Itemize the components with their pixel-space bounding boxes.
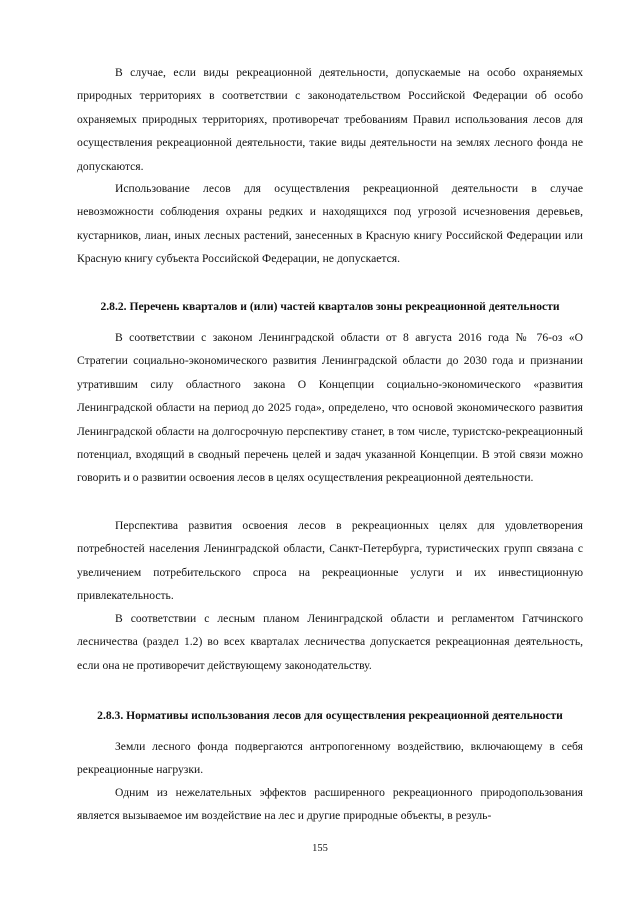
paragraph-strategy-law: В соответствии с законом Ленинградской области от 8 августа 2016 года № 76-оз «О Стратегии социально-экономического развития Ленинградской области до 2030 года и признании утратившим силу областного закона О Концепции социально-экономического «развития Ленинградской области на период до 2025 года», определено, что основой экономического развития Ленинградской области на долгосрочную перспективу станет, в том числе, туристско-рекреационный потенциал, входящий в сводный перечень целей и задач указанной Концепции. В этой связи можно говорить и о развитии освоения лесов в целях осуществления рекреационной деятельности. [77,331,583,485]
section-heading-2-8-2: 2.8.2. Перечень кварталов и (или) частей кварталов зоны рекреационной деятельности [100,300,560,313]
paragraph-undesirable-effects: Одним из нежелательных эффектов расширенного рекреационного природопользования является вызываемое им воздействие на лес и другие природные объекты, в резуль- [77,786,583,823]
page-number: 155 [312,843,328,854]
paragraph-forest-plan: В соответствии с лесным планом Ленинградской области и регламентом Гатчинского лесничества (раздел 1.2) во всех кварталах лесничества допускается рекреационная деятельность, если она не противоречит действующему законодательству. [77,612,583,672]
paragraph-anthropogenic-impact: Земли лесного фонда подвергаются антропогенному воздействию, включающему в себя рекреационные нагрузки. [77,740,583,777]
paragraph-red-book: Использование лесов для осуществления рекреационной деятельности в случае невозможности соблюдения охраны редких и находящихся под угрозой исчезновения деревьев, кустарников, лиан, иных лесных растений, занесенных в Красную книгу Российской Федерации или Красную книгу субъекта Российской Федерации, не допускается. [77,182,583,266]
paragraph-perspective: Перспектива развития освоения лесов в рекреационных целях для удовлетворения потребностей населения Ленинградской области, Санкт-Петербурга, туристических групп связана с увеличением потребительского спроса на рекреационные услуги и их инвестиционную привлекательность. [77,519,583,603]
paragraph-protected-territories: В случае, если виды рекреационной деятельности, допускаемые на особо охраняемых природных территориях в соответствии с законодательством Российской Федерации об особо охраняемых природных территориях, противоречат требованиям Правил использования лесов для осуществления рекреационной деятельности, такие виды деятельности на землях лесного фонда не допускаются. [77,66,583,173]
section-heading-2-8-3: 2.8.3. Нормативы использования лесов для осуществления рекреационной деятельности [97,709,563,722]
